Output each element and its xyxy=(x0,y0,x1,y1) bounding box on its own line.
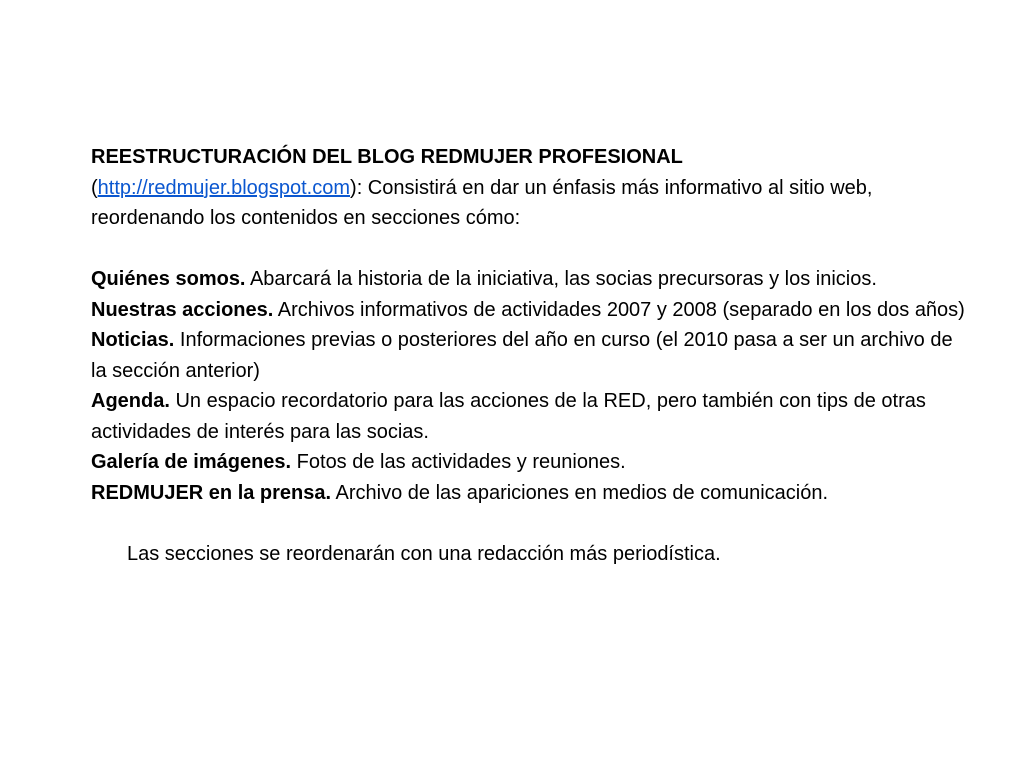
section-title: Noticias. xyxy=(91,329,175,351)
section-title: REDMUJER en la prensa. xyxy=(91,481,332,504)
section-item-agenda xyxy=(91,386,971,447)
section-description: Informaciones previas o posteriores del año en curso (el 2010 pasa a ser un archivo de la sección anterior) xyxy=(91,329,953,382)
page-title: REESTRUCTURACIÓN DEL BLOG REDMUJER PROFESIONAL xyxy=(91,146,683,168)
paragraph-spacer xyxy=(91,234,971,265)
section-title: Nuestras acciones. xyxy=(91,298,274,321)
closing-note: Las secciones se reordenarán con una redacción más periodística. xyxy=(127,542,721,565)
section-item-prensa xyxy=(91,478,971,509)
section-item-nuestras-acciones xyxy=(91,295,971,326)
section-description: Archivo de las apariciones en medios de comunicación. xyxy=(331,481,829,504)
intro-paragraph xyxy=(91,173,971,234)
section-description: Un espacio recordatorio para las acciones de la RED, pero también con tips de otras actividades de interés para las socias. xyxy=(91,390,926,443)
section-description: Archivos informativos de actividades 2007 y 2008 (separado en los dos años) xyxy=(273,298,965,321)
section-description: Fotos de las actividades y reuniones. xyxy=(291,451,626,473)
intro-open-paren: ( xyxy=(91,176,98,199)
blog-link[interactable]: http://redmujer.blogspot.com xyxy=(97,176,351,199)
section-item-galeria xyxy=(91,447,971,478)
section-item-noticias xyxy=(91,325,971,386)
section-title: Agenda. xyxy=(91,390,170,412)
intro-text: ): Consistirá en dar un énfasis más informativo al sitio web, reordenando los contenidos en secciones cómo: xyxy=(91,176,873,229)
section-title: Galería de imágenes. xyxy=(91,451,292,473)
paragraph-spacer xyxy=(91,508,971,539)
section-description: Abarcará la historia de la iniciativa, las socias precursoras y los inicios. xyxy=(245,268,877,290)
slide-text-body xyxy=(91,142,971,569)
section-title: Quiénes somos. xyxy=(91,268,246,290)
section-item-quienes-somos xyxy=(91,264,971,295)
